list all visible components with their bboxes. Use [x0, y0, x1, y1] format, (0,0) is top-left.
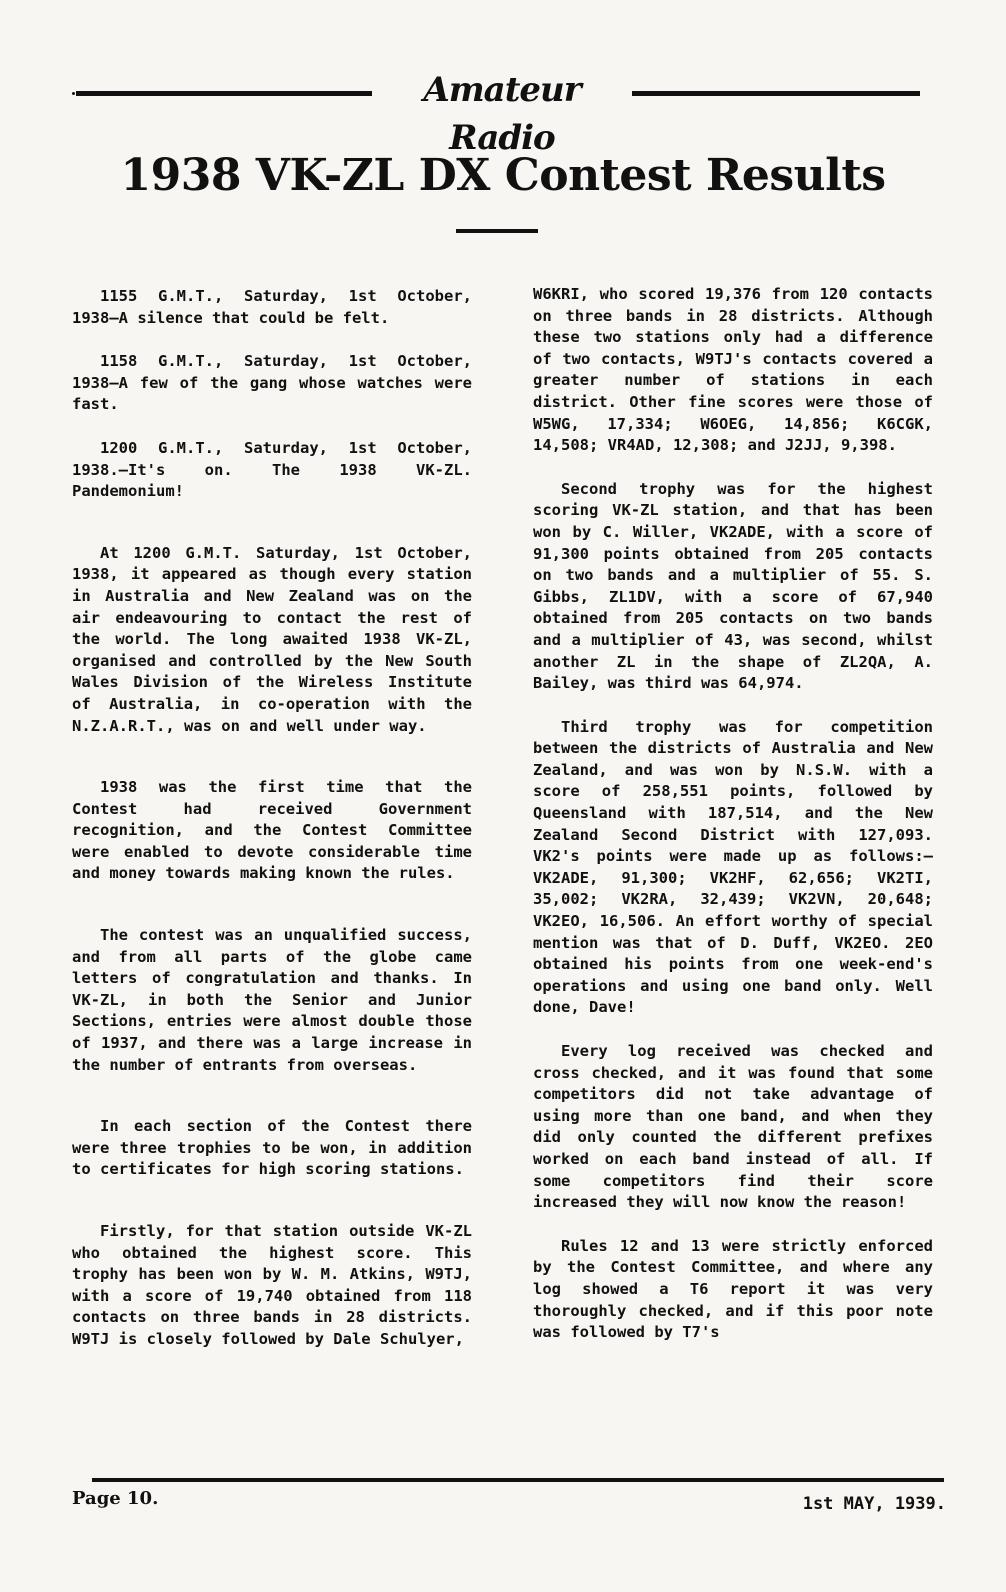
paragraph: W6KRI, who scored 19,376 from 120 contacts on three bands in 28 districts. Although these two stations only had a difference of two contacts, W9TJ's contacts covered a greater number of stations in each district. Other fine scores were those of W5WG, 17,334; W6OEG, 14,856; K6CGK, 14,508; VR4AD, 12,308; and J2JJ, 9,398.	[533, 285, 933, 455]
title-underline	[456, 229, 538, 233]
paragraph: The contest was an unqualified success, and from all parts of the globe came letters of congratulation and thanks. In VK-ZL, in both the Senior and Junior Sections, entries were almost double those of 1937, and there was a large increase in the number of entrants from overseas.	[72, 926, 472, 1074]
paragraph: In each section of the Contest there were three trophies to be won, in addition to certificates for high scoring stations.	[72, 1117, 472, 1179]
masthead	[72, 66, 924, 158]
masthead-rule-left	[76, 91, 372, 96]
paragraph: Rules 12 and 13 were strictly enforced by the Contest Committee, and where any log showed a T6 report it was very thoroughly checked, and if this poor note was followed by T7's	[533, 1236, 933, 1342]
masthead-dot	[72, 92, 75, 95]
page-number: Page 10.	[72, 1488, 159, 1509]
paragraph: 1158 G.M.T., Saturday, 1st October, 1938—A few of the gang whose watches were fast.	[72, 352, 472, 414]
paragraph: Every log received was checked and cross checked, and it was found that some competitors did not take advantage of using more than one band, and when they did only counted the different prefixes worked on each band instead of all. If some competitors find their score increased they will now know the reason!	[533, 1042, 933, 1212]
paragraph: 1155 G.M.T., Saturday, 1st October, 1938—A silence that could be felt.	[72, 287, 472, 327]
footer-rule	[92, 1478, 944, 1482]
masthead-title: Amateur Radio	[423, 70, 581, 158]
article-title: 1938 VK-ZL DX Contest Results	[120, 150, 886, 201]
paragraph: Third trophy was for competition between the districts of Australia and New Zealand, and was won by N.S.W. with a score of 258,551 points, followed by Queensland with 187,514, and the New Zealand Second District with 127,093. VK2's points were made up as follows:—VK2ADE, 91,300; VK2HF, 62,656; VK2TI, 35,002; VK2RA, 32,439; VK2VN, 20,648; VK2EO, 16,506. An effort worthy of special mention was that of D. Duff, VK2EO. 2EO obtained his points from one week-end's operations and using one band only. Well done, Dave!	[533, 717, 933, 1017]
paragraph: Firstly, for that station outside VK-ZL who obtained the highest score. This trophy has been won by W. M. Atkins, W9TJ, with a score of 19,740 obtained from 118 contacts on three bands in 28 districts. W9TJ is closely followed by Dale Schulyer,	[72, 1222, 472, 1348]
paragraph: 1200 G.M.T., Saturday, 1st October, 1938.—It's on. The 1938 VK-ZL. Pandemonium!	[72, 438, 472, 501]
paragraph: At 1200 G.M.T. Saturday, 1st October, 1938, it appeared as though every station in Australia and New Zealand was on the air endeavouring to contact the rest of the world. The long awaited 1938 VK-ZL, organised and controlled by the New South Wales Division of the Wireless Institute of Australia, in co-operation with the N.Z.A.R.T., was on and well under way.	[72, 543, 472, 735]
masthead-rule-right	[632, 91, 920, 96]
right-column	[533, 284, 933, 1366]
paragraph: 1938 was the first time that the Contest had received Government recognition, and the Contest Committee were enabled to devote considerable time and money towards making known the rules.	[72, 778, 472, 883]
paragraph: Second trophy was for the highest scoring VK-ZL station, and that has been won by C. Willer, VK2ADE, with a score of 91,300 points obtained from 205 contacts on two bands and a multiplier of 55. S. Gibbs, ZL1DV, with a score of 67,940 obtained from 205 contacts on two bands and a multiplier of 43, was second, whilst another ZL in the shape of ZL2QA, A. Bailey, was third was 64,974.	[533, 479, 933, 693]
left-column	[72, 286, 472, 1373]
issue-date: 1st MAY, 1939.	[802, 1494, 946, 1514]
